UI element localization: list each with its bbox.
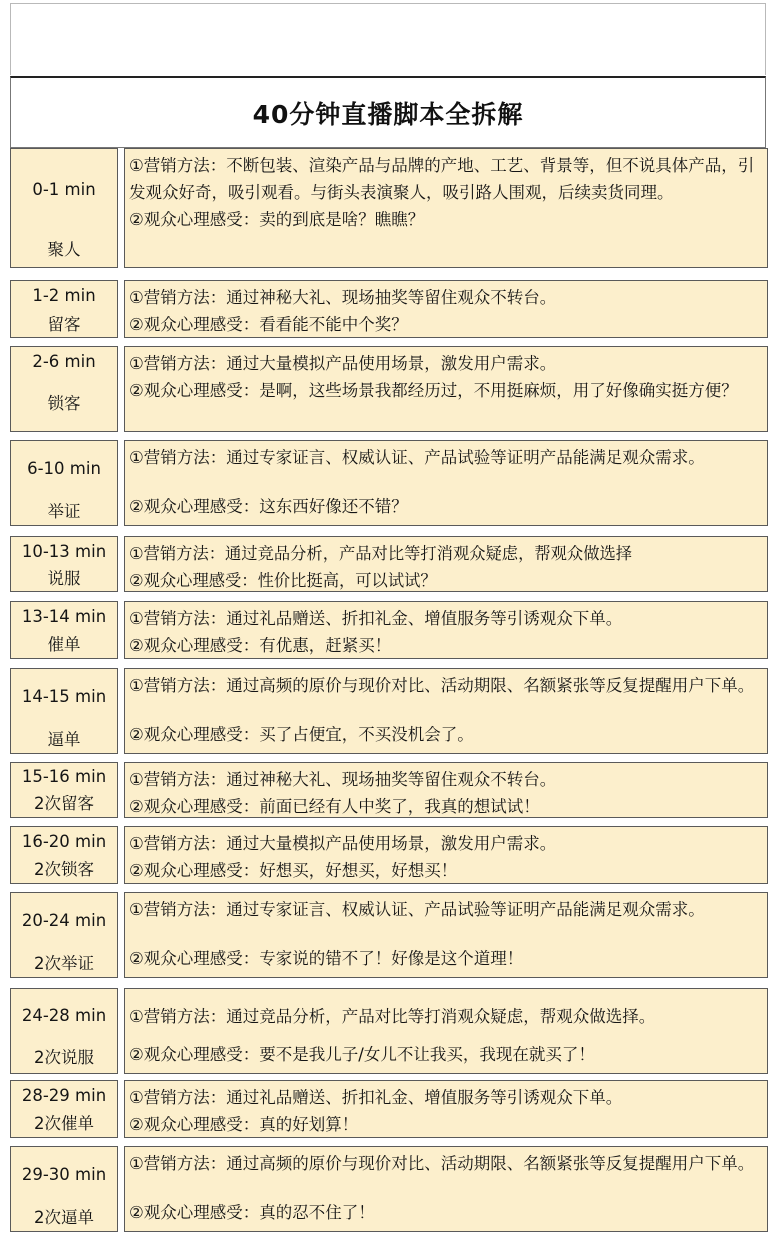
feeling-text: ②观众心理感受：性价比挺高，可以试试？	[129, 571, 437, 590]
time-cell	[10, 280, 118, 338]
time-label: 29-30 min	[21, 1165, 107, 1184]
stage-label: 催单	[47, 635, 81, 654]
feeling-text: ②观众心理感受：这东西好像还不错？	[129, 497, 408, 516]
time-label: 0-1 min	[32, 180, 96, 199]
table-row	[10, 892, 768, 978]
time-cell	[10, 762, 118, 818]
title-bar	[10, 76, 766, 148]
method-text: ①营销方法：通过专家证言、权威认证、产品试验等证明产品能满足观众需求。	[129, 448, 705, 467]
top-blank-strip	[10, 3, 766, 75]
feeling-text: ②观众心理感受：专家说的错不了！好像是这个道理！	[129, 949, 524, 968]
table-row	[10, 1080, 768, 1138]
stage-label: 举证	[47, 502, 81, 521]
table-row	[10, 762, 768, 818]
feeling-text: ②观众心理感受：好想买，好想买，好想买！	[129, 861, 458, 880]
time-label: 1-2 min	[32, 286, 96, 305]
content-cell	[124, 892, 768, 978]
feeling-text: ②观众心理感受：前面已经有人中奖了，我真的想试试！	[129, 797, 540, 816]
feeling-text: ②观众心理感受：卖的到底是啥？瞧瞧？	[129, 210, 425, 229]
content-cell	[124, 346, 768, 432]
table-row	[10, 440, 768, 526]
page-title: 40分钟直播脚本全拆解	[252, 99, 524, 129]
method-text: ①营销方法：通过礼品赠送、折扣礼金、增值服务等引诱观众下单。	[129, 1088, 623, 1107]
time-cell	[10, 988, 118, 1074]
method-text: ①营销方法：通过大量模拟产品使用场景，激发用户需求。	[129, 834, 557, 853]
table-row	[10, 346, 768, 432]
method-text: ①营销方法：通过高频的原价与现价对比、活动期限、名额紧张等反复提醒用户下单。	[129, 1154, 755, 1173]
table-row	[10, 148, 768, 268]
time-cell	[10, 148, 118, 268]
feeling-text: ②观众心理感受：买了占便宜，不买没机会了。	[129, 725, 474, 744]
table-row	[10, 988, 768, 1074]
method-text: ①营销方法：通过高频的原价与现价对比、活动期限、名额紧张等反复提醒用户下单。	[129, 676, 755, 695]
stage-label: 2次逼单	[34, 1208, 94, 1227]
table-row	[10, 280, 768, 338]
feeling-text: ②观众心理感受：看看能不能中个奖？	[129, 315, 408, 334]
content-cell	[124, 1080, 768, 1138]
content-cell	[124, 440, 768, 526]
table-row	[10, 668, 768, 754]
method-text: ①营销方法：通过大量模拟产品使用场景，激发用户需求。	[129, 354, 557, 373]
time-label: 24-28 min	[21, 1006, 107, 1025]
time-cell	[10, 1146, 118, 1232]
content-cell	[124, 601, 768, 659]
content-cell	[124, 762, 768, 818]
time-label: 15-16 min	[21, 767, 107, 786]
content-cell	[124, 668, 768, 754]
method-text: ①营销方法：通过竞品分析，产品对比等打消观众疑虑，帮观众做选择。	[129, 1007, 656, 1026]
content-cell	[124, 280, 768, 338]
stage-label: 2次举证	[34, 954, 94, 973]
time-label: 16-20 min	[21, 832, 107, 851]
stage-label: 2次锁客	[34, 860, 94, 879]
feeling-text: ②观众心理感受：要不是我儿子/女儿不让我买，我现在就买了！	[129, 1045, 595, 1064]
stage-label: 说服	[47, 569, 81, 588]
time-label: 6-10 min	[27, 459, 101, 478]
time-cell	[10, 346, 118, 432]
content-cell	[124, 988, 768, 1074]
stage-label: 锁客	[47, 394, 81, 413]
stage-label: 2次留客	[34, 794, 94, 813]
time-label: 2-6 min	[32, 352, 96, 371]
method-text: ①营销方法：通过神秘大礼、现场抽奖等留住观众不转台。	[129, 770, 557, 789]
feeling-text: ②观众心理感受：真的好划算！	[129, 1115, 359, 1134]
feeling-text: ②观众心理感受：是啊，这些场景我都经历过，不用挺麻烦，用了好像确实挺方便？	[129, 381, 738, 400]
time-cell	[10, 668, 118, 754]
feeling-text: ②观众心理感受：有优惠，赶紧买！	[129, 636, 392, 655]
method-text: ①营销方法：通过礼品赠送、折扣礼金、增值服务等引诱观众下单。	[129, 609, 623, 628]
content-cell	[124, 536, 768, 592]
method-text: ①营销方法：不断包装、渲染产品与品牌的产地、工艺、背景等，但不说具体产品，引发观众好奇，吸引观看。与街头表演聚人，吸引路人围观，后续卖货同理。	[129, 156, 755, 202]
content-cell	[124, 1146, 768, 1232]
table-row	[10, 826, 768, 884]
time-cell	[10, 440, 118, 526]
time-label: 13-14 min	[21, 607, 107, 626]
method-text: ①营销方法：通过专家证言、权威认证、产品试验等证明产品能满足观众需求。	[129, 900, 705, 919]
table-row	[10, 1146, 768, 1232]
table-row	[10, 536, 768, 592]
time-cell	[10, 826, 118, 884]
content-cell	[124, 826, 768, 884]
time-cell	[10, 892, 118, 978]
time-label: 10-13 min	[21, 542, 107, 561]
time-label: 28-29 min	[21, 1086, 107, 1105]
time-cell	[10, 1080, 118, 1138]
method-text: ①营销方法：通过竞品分析，产品对比等打消观众疑虑，帮观众做选择	[129, 544, 633, 563]
stage-label: 留客	[47, 315, 81, 334]
stage-label: 2次说服	[34, 1048, 94, 1067]
stage-label: 逼单	[47, 730, 81, 749]
time-cell	[10, 601, 118, 659]
stage-label: 2次催单	[34, 1114, 94, 1133]
time-label: 14-15 min	[21, 687, 107, 706]
time-cell	[10, 536, 118, 592]
table-row	[10, 601, 768, 659]
stage-label: 聚人	[47, 240, 81, 259]
method-text: ①营销方法：通过神秘大礼、现场抽奖等留住观众不转台。	[129, 288, 557, 307]
time-label: 20-24 min	[21, 911, 107, 930]
content-cell	[124, 148, 768, 268]
feeling-text: ②观众心理感受：真的忍不住了！	[129, 1203, 375, 1222]
